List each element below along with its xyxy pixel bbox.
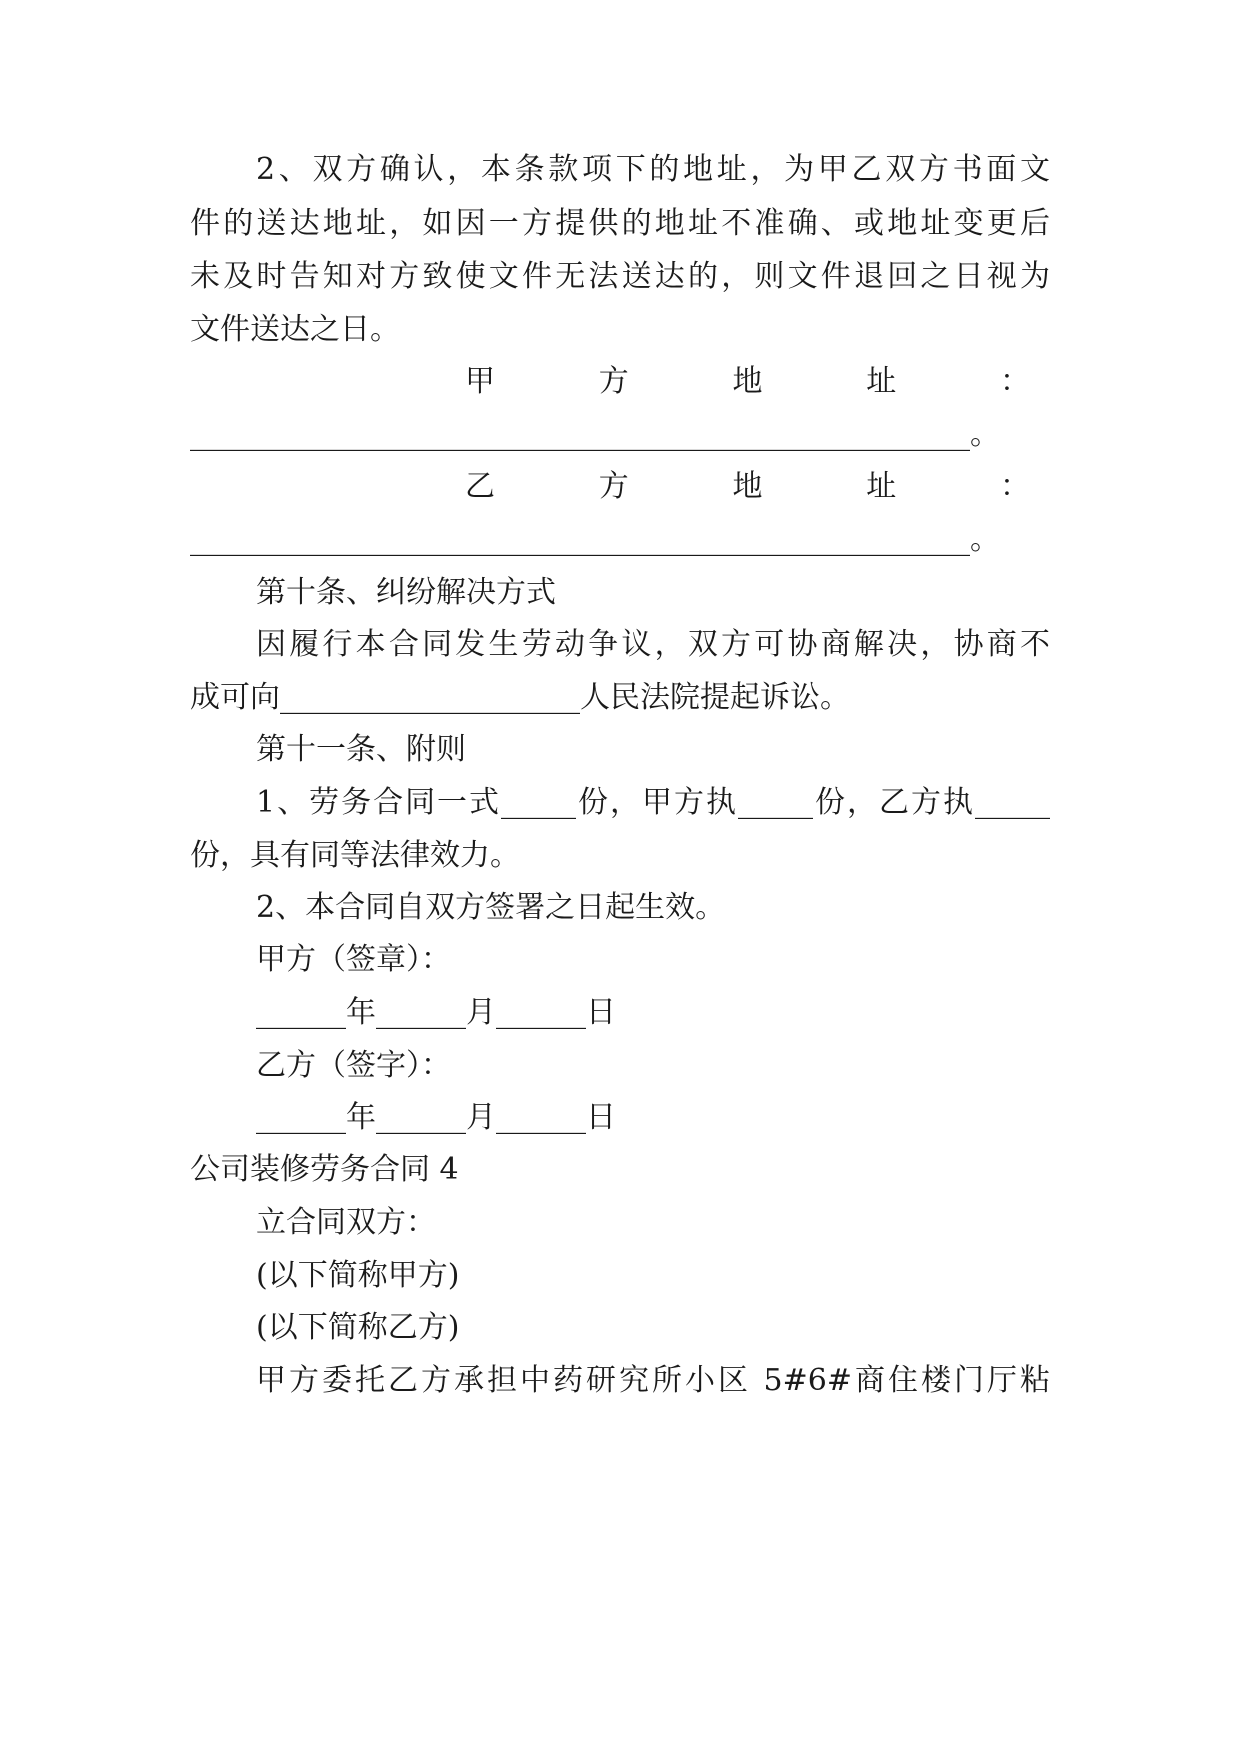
article-11-heading: 第十一条、附则: [256, 732, 466, 767]
party-b-address-blank: ____________________________________________________。: [190, 522, 1000, 557]
party-a-colon: ：: [1000, 364, 1030, 399]
paragraph-address-line-1: 2、双方确认，本条款项下的地址，为甲乙双方书面文: [256, 152, 1050, 187]
effective-clause: 2、本合同自双方签署之日起生效。: [256, 890, 726, 925]
party-b-colon: ：: [1000, 469, 1030, 504]
party-b-char-4: 址: [866, 469, 897, 504]
paragraph-address-line-4: 文件送达之日。: [190, 312, 400, 347]
party-b-address-label: [465, 467, 1030, 507]
party-b-char-3: 地: [732, 469, 763, 504]
contract-parties: 立合同双方：: [256, 1205, 436, 1240]
party-a-abbrev: (以下简称甲方): [256, 1258, 460, 1293]
party-a-char-4: 址: [866, 364, 897, 399]
copies-line-1: 1、劳务合同一式_____份，甲方执_____份，乙方执_____: [256, 785, 1050, 820]
paragraph-address-line-2: 件的送达地址，如因一方提供的地址不准确、或地址变更后: [190, 206, 1050, 241]
article-10-heading: 第十条、纠纷解决方式: [256, 575, 556, 610]
party-b-date: ______年______月______日: [256, 1100, 616, 1135]
party-b-abbrev: (以下简称乙方): [256, 1310, 460, 1345]
party-a-address-blank: ____________________________________________________。: [190, 417, 1000, 452]
party-a-signature: 甲方（签章）：: [256, 942, 451, 977]
contract-4-title: 公司装修劳务合同 4: [190, 1152, 459, 1187]
paragraph-address-line-3: 未及时告知对方致使文件无法送达的，则文件退回之日视为: [190, 259, 1050, 294]
party-b-char-2: 方: [598, 469, 629, 504]
copies-line-2: 份，具有同等法律效力。: [190, 838, 520, 873]
party-b-signature: 乙方（签字）：: [256, 1048, 451, 1083]
scope-line-1: 甲方委托乙方承担中药研究所小区 5#6#商住楼门厅粘: [256, 1363, 1050, 1398]
party-a-char-2: 方: [598, 364, 629, 399]
party-a-char-3: 地: [732, 364, 763, 399]
dispute-line-1: 因履行本合同发生劳动争议，双方可协商解决，协商不: [256, 627, 1050, 662]
party-a-date: ______年______月______日: [256, 995, 616, 1030]
party-a-address-label: [465, 362, 1030, 402]
party-b-char-1: 乙: [465, 469, 495, 504]
dispute-line-2: 成可向____________________人民法院提起诉讼。: [190, 680, 850, 715]
party-a-char-1: 甲: [465, 364, 495, 399]
